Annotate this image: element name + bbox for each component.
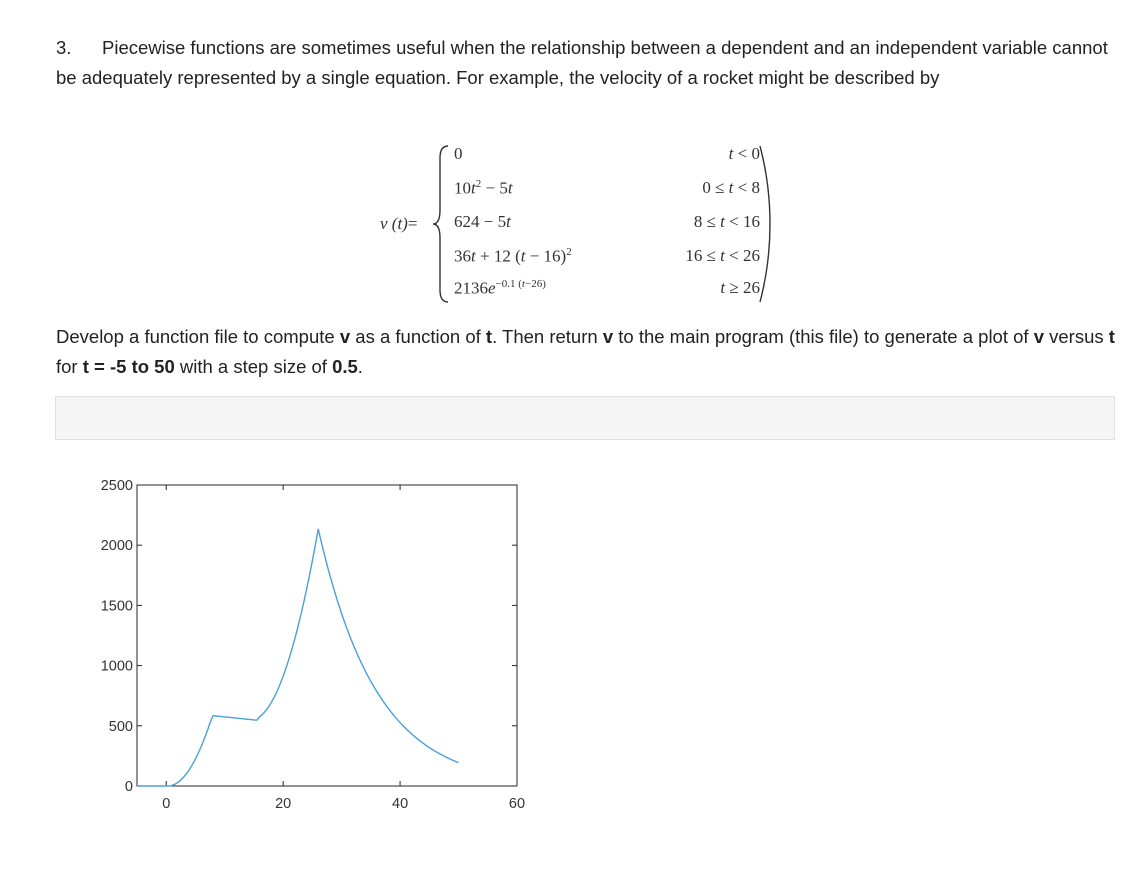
problem-statement (56, 33, 1116, 93)
left-brace (432, 144, 452, 304)
x-tick-label-40: 40 (392, 796, 409, 812)
piece-expr-4: 36t + 12 $(t - 16)^2$ (454, 246, 572, 266)
piece-cond-5: t ≥ 26 (720, 278, 760, 297)
y-tick-label-0: 0 (124, 779, 133, 795)
piece-cond-3: 8 ≤ t < 16 (693, 212, 760, 231)
piece-cond-2: 0 ≤ t < 8 (702, 178, 760, 197)
instruction-text: Develop a function file to compute v as a function of t. Then return v to the main program (this file) to generate a plot of v versus t for t = -5 to 50 with a step size of 0.5. (56, 326, 1115, 377)
x-tick-label-0: 0 (162, 796, 171, 812)
y-tick-label-1000: 1000 (100, 658, 133, 675)
y-tick-label-1500: 1500 (100, 598, 133, 615)
y-tick-label-500: 500 (108, 718, 133, 735)
piece-expr-5: $2136e^{-0.1 (t-26)}$ (454, 278, 546, 298)
piece-cond-1: t < 0 (728, 144, 760, 163)
x-tick-label-20: 20 (275, 796, 292, 812)
piece-expr-2: $10t^2 - 5t$ (454, 178, 513, 198)
x-tick-label-60: 60 (508, 796, 526, 812)
problem-intro: Piecewise functions are sometimes useful when the relationship between a dependent and an independent variable cannot be adequately represented by a single equation. For example, the velocity of a rocket might be described by (56, 37, 1108, 88)
y-tick-label-2000: 2000 (100, 538, 133, 555)
problem-number: 3. (56, 37, 72, 58)
velocity-plot (0, 470, 600, 830)
y-tick-label-2500: 2500 (100, 478, 133, 494)
piece-cond-4: 16 ≤ t < 26 (685, 246, 760, 265)
piece-expr-1: 0 (454, 144, 463, 163)
formula-lhs: v (t)= (380, 214, 418, 233)
plot-axes-box (137, 485, 517, 786)
right-paren (758, 144, 772, 304)
code-output-box[interactable] (55, 396, 1115, 440)
piecewise-formula (340, 140, 780, 305)
piece-expr-3: 624 − 5t (454, 212, 511, 231)
